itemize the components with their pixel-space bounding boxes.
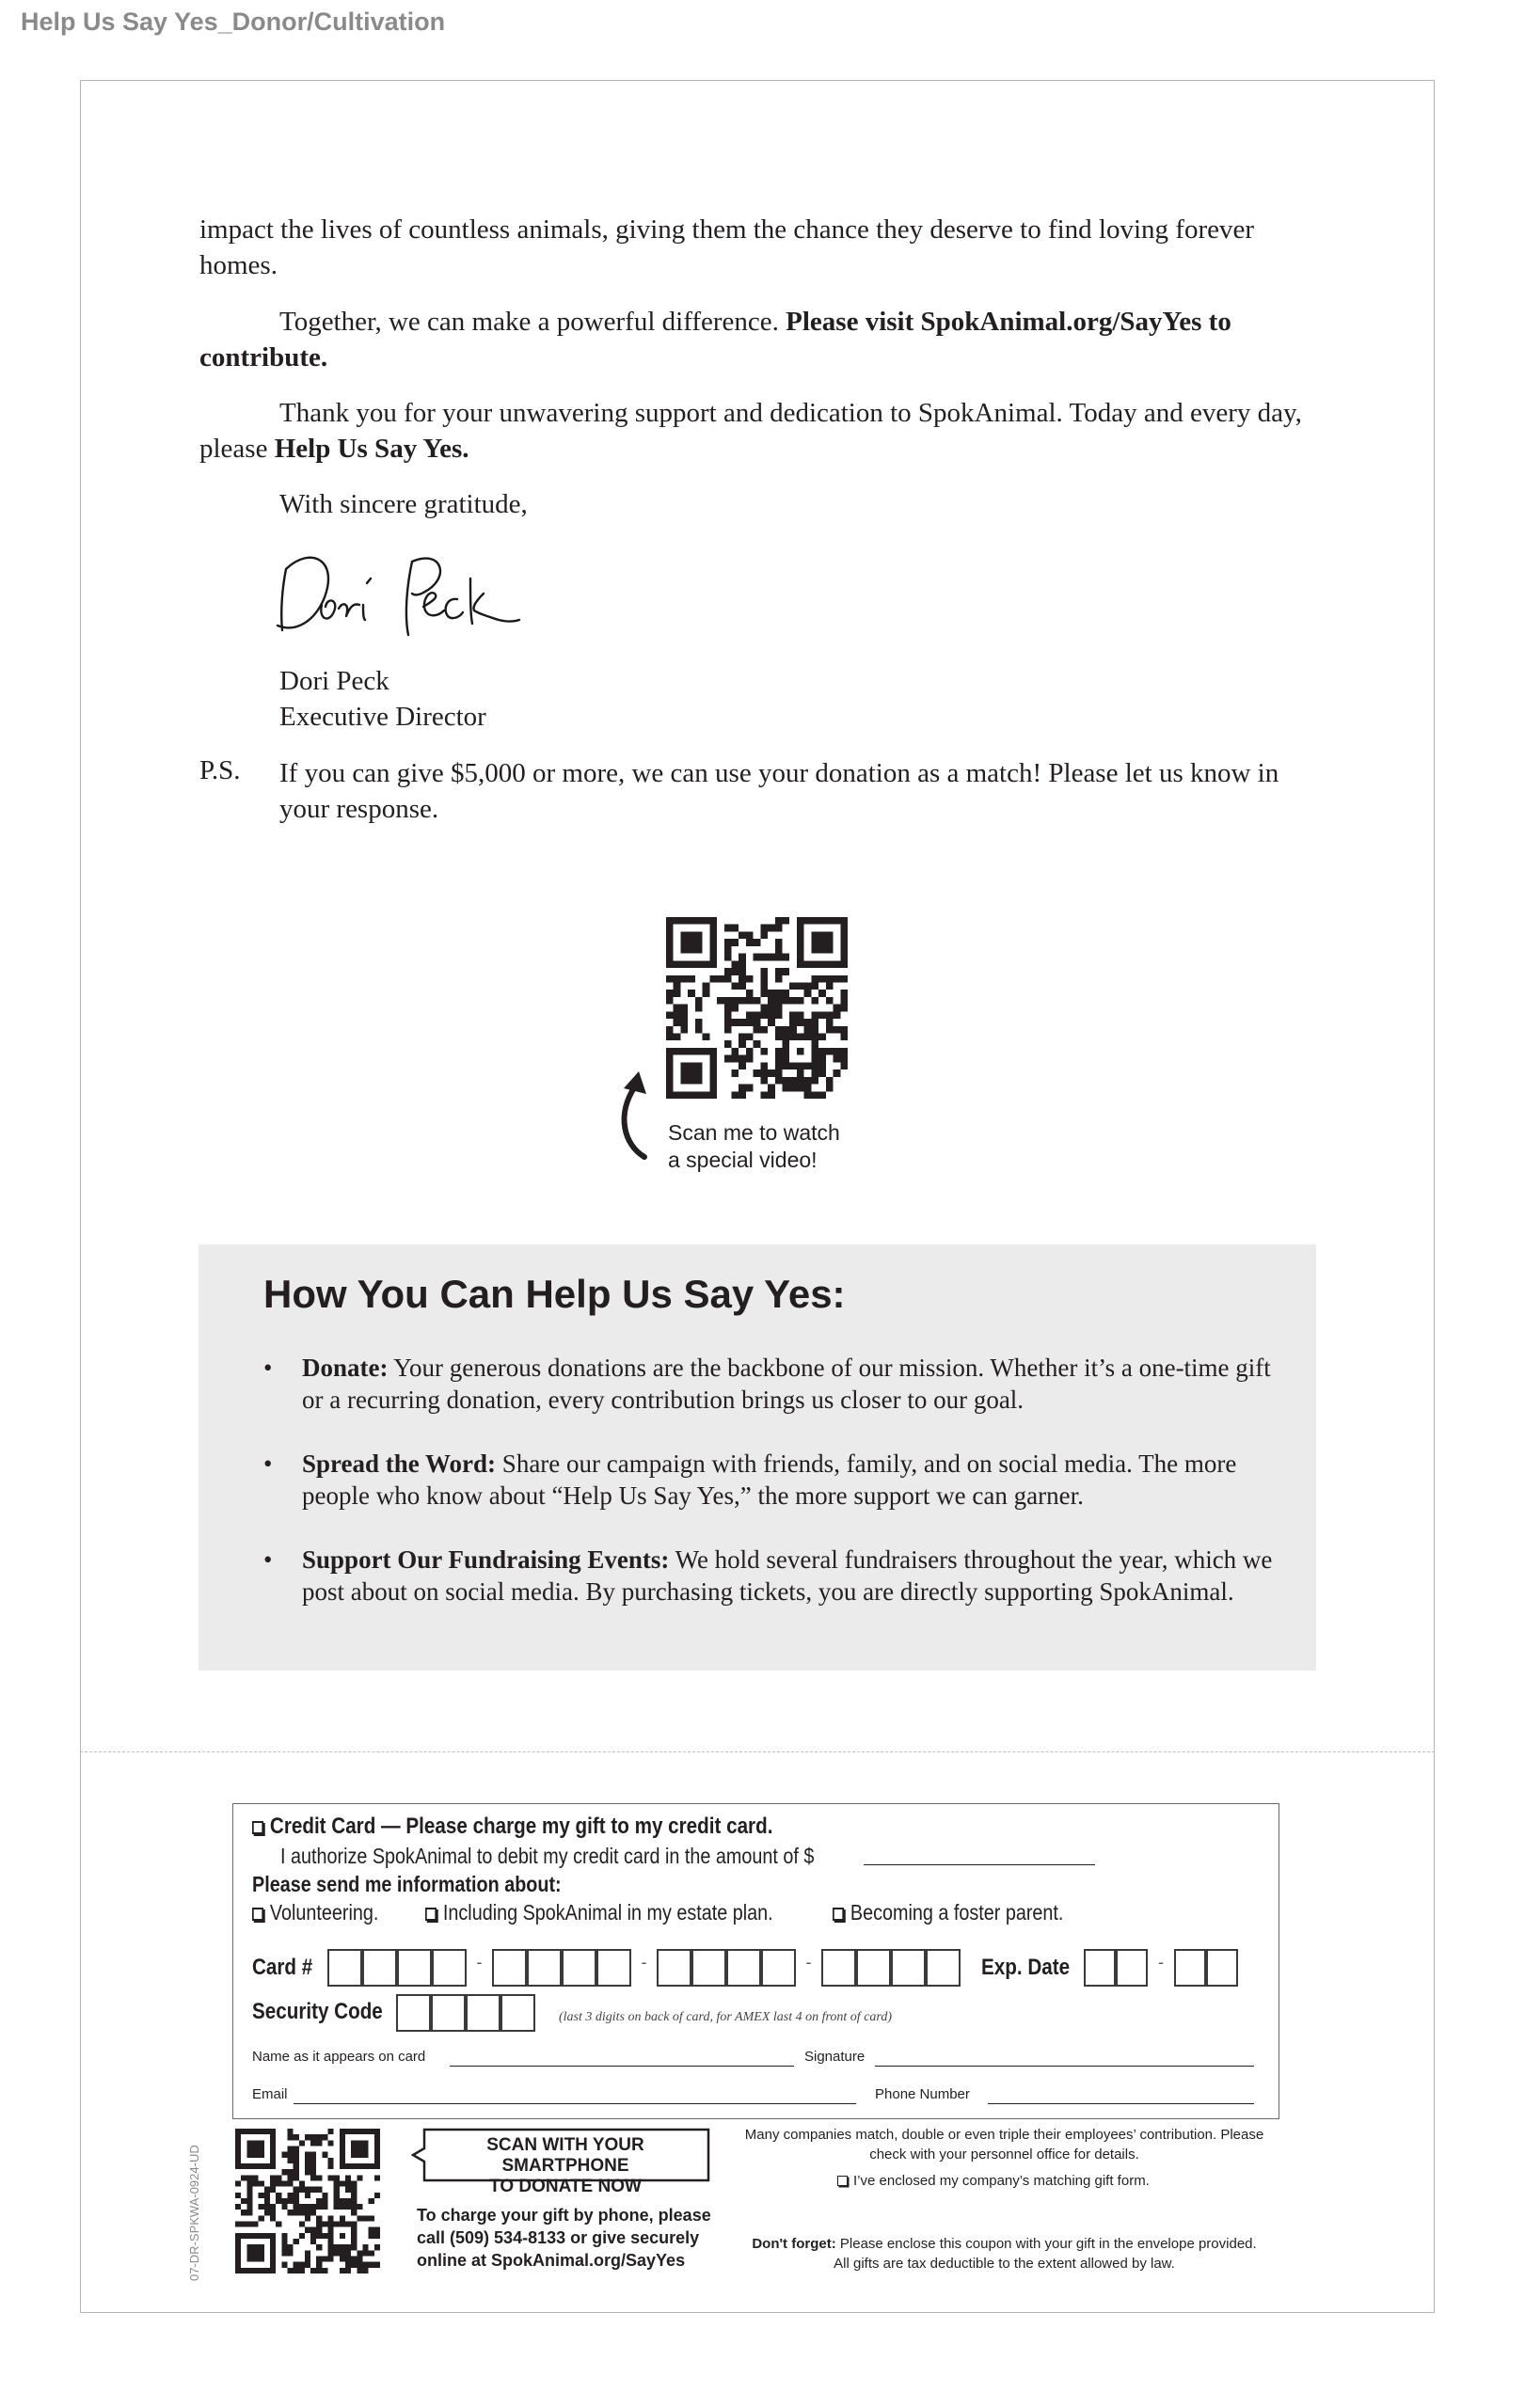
phone-number-field[interactable]	[988, 2103, 1254, 2104]
digit-box[interactable]	[891, 1949, 926, 1987]
video-qr-code[interactable]	[666, 917, 848, 1099]
help-item-spread-word: • Spread the Word: Share our campaign with friends, family, and on social media. The more people who know about “Help Us Say Yes,” the more support we can garner.	[263, 1450, 1237, 1510]
digit-box[interactable]	[432, 1949, 467, 1987]
name-on-card-field[interactable]	[450, 2066, 794, 2067]
signer-name: Dori Peck	[279, 666, 389, 696]
help-item-donate: • Donate: Your generous donations are the backbone of our mission. Whether it’s a one-time gift or a recurring donation, every contribution brings us closer to our goal.	[263, 1354, 1271, 1414]
volunteering-checkbox[interactable]	[252, 1908, 263, 1921]
tear-off-line	[80, 1751, 1435, 1752]
digit-box[interactable]	[596, 1949, 631, 1987]
signature-label: Signature	[804, 2049, 866, 2065]
letter-paragraph-3: Thank you for your unwavering support and dedication to SpokAnimal. Today and every day, please Help Us Say Yes.	[199, 398, 1302, 464]
info-heading: Please send me information about:	[252, 1872, 562, 1896]
signature-image	[273, 541, 536, 644]
ps-text: If you can give $5,000 or more, we can use your donation as a match! Please let us know in your response.	[279, 758, 1279, 824]
separator: -	[1158, 1953, 1164, 1972]
security-code-note: (last 3 digits on back of card, for AMEX last 4 on front of card)	[559, 2010, 892, 2024]
signature-field[interactable]	[875, 2066, 1254, 2067]
amount-field[interactable]	[864, 1864, 1095, 1865]
digit-box[interactable]	[466, 1994, 500, 2032]
letter-paragraph-1: impact the lives of countless animals, giving them the chance they deserve to find loving forever homes.	[199, 214, 1255, 280]
separator: -	[476, 1953, 483, 1972]
digit-box[interactable]	[562, 1949, 596, 1987]
document-header: Help Us Say Yes_Donor/Cultivation	[21, 8, 446, 36]
option-volunteering[interactable]: Volunteering.	[252, 1900, 378, 1925]
video-qr-caption: Scan me to watch a special video!	[668, 1120, 840, 1172]
matching-gift-checkbox[interactable]	[837, 2176, 848, 2186]
credit-card-option[interactable]: Credit Card — Please charge my gift to my credit card.	[252, 1814, 772, 1840]
option-foster-parent[interactable]: Becoming a foster parent.	[833, 1900, 1063, 1925]
option-estate-plan[interactable]: Including SpokAnimal in my estate plan.	[425, 1900, 773, 1925]
digit-box[interactable]	[492, 1949, 527, 1987]
foster-parent-checkbox[interactable]	[833, 1908, 844, 1921]
email-field[interactable]	[294, 2103, 856, 2104]
help-box-title: How You Can Help Us Say Yes:	[263, 1272, 846, 1316]
scan-to-donate-callout: SCAN WITH YOUR SMARTPHONE TO DONATE NOW	[411, 2128, 710, 2182]
digit-box[interactable]	[926, 1949, 961, 1987]
ps-label: P.S.	[199, 755, 241, 785]
digit-box[interactable]	[856, 1949, 891, 1987]
digit-box[interactable]	[691, 1949, 726, 1987]
name-on-card-label: Name as it appears on card	[252, 2049, 426, 2065]
digit-box[interactable]	[396, 1994, 431, 2032]
digit-box[interactable]	[1084, 1949, 1116, 1987]
digit-box[interactable]	[431, 1994, 466, 2032]
authorize-text: I authorize SpokAnimal to debit my credit card in the amount of $	[280, 1844, 815, 1868]
digit-box[interactable]	[362, 1949, 397, 1987]
matching-gift-option[interactable]: I’ve enclosed my company’s matching gift form.	[837, 2173, 1150, 2189]
digit-box[interactable]	[1206, 1949, 1238, 1987]
phone-number-label: Phone Number	[875, 2086, 970, 2102]
letter-closing: With sincere gratitude,	[279, 489, 528, 519]
matching-gift-text: Many companies match, double or even triple their employees’ contribution. Please check with your personnel office for details.	[744, 2127, 1264, 2162]
digit-box[interactable]	[761, 1949, 796, 1987]
card-number-label: Card #	[252, 1955, 313, 1980]
email-label: Email	[252, 2086, 288, 2102]
security-code-label: Security Code	[252, 1999, 383, 2024]
digit-box[interactable]	[726, 1949, 761, 1987]
digit-box[interactable]	[1116, 1949, 1148, 1987]
credit-card-checkbox[interactable]	[252, 1821, 263, 1834]
separator: -	[641, 1953, 647, 1972]
digit-box[interactable]	[657, 1949, 691, 1987]
digit-box[interactable]	[821, 1949, 856, 1987]
digit-box[interactable]	[327, 1949, 362, 1987]
estate-plan-checkbox[interactable]	[425, 1908, 437, 1921]
digit-box[interactable]	[500, 1994, 535, 2032]
coupon-code: 07-DR-SPKWA-0924-UD	[187, 2145, 201, 2281]
dont-forget-text: Don't forget: Please enclose this coupon with your gift in the envelope provided. All gifts are tax deductible to the extent allowed by law.	[752, 2236, 1257, 2272]
signer-title: Executive Director	[279, 702, 486, 732]
help-item-events: • Support Our Fundraising Events: We hold several fundraisers throughout the year, which we post about on social media. By purchasing tickets, you are directly supporting SpokAnimal.	[263, 1545, 1273, 1606]
digit-box[interactable]	[1174, 1949, 1206, 1987]
curved-arrow-icon	[607, 1058, 673, 1162]
digit-box[interactable]	[397, 1949, 432, 1987]
exp-date-label: Exp. Date	[981, 1955, 1071, 1980]
donate-qr-code[interactable]	[235, 2129, 380, 2273]
letter-paragraph-2: Together, we can make a powerful difference. Please visit SpokAnimal.org/SayYes to contribute.	[199, 307, 1231, 372]
phone-donation-text: To charge your gift by phone, please call (509) 534-8133 or give securely online at SpokAnimal.org/SayYes	[417, 2206, 711, 2270]
digit-box[interactable]	[527, 1949, 562, 1987]
separator: -	[805, 1953, 812, 1972]
